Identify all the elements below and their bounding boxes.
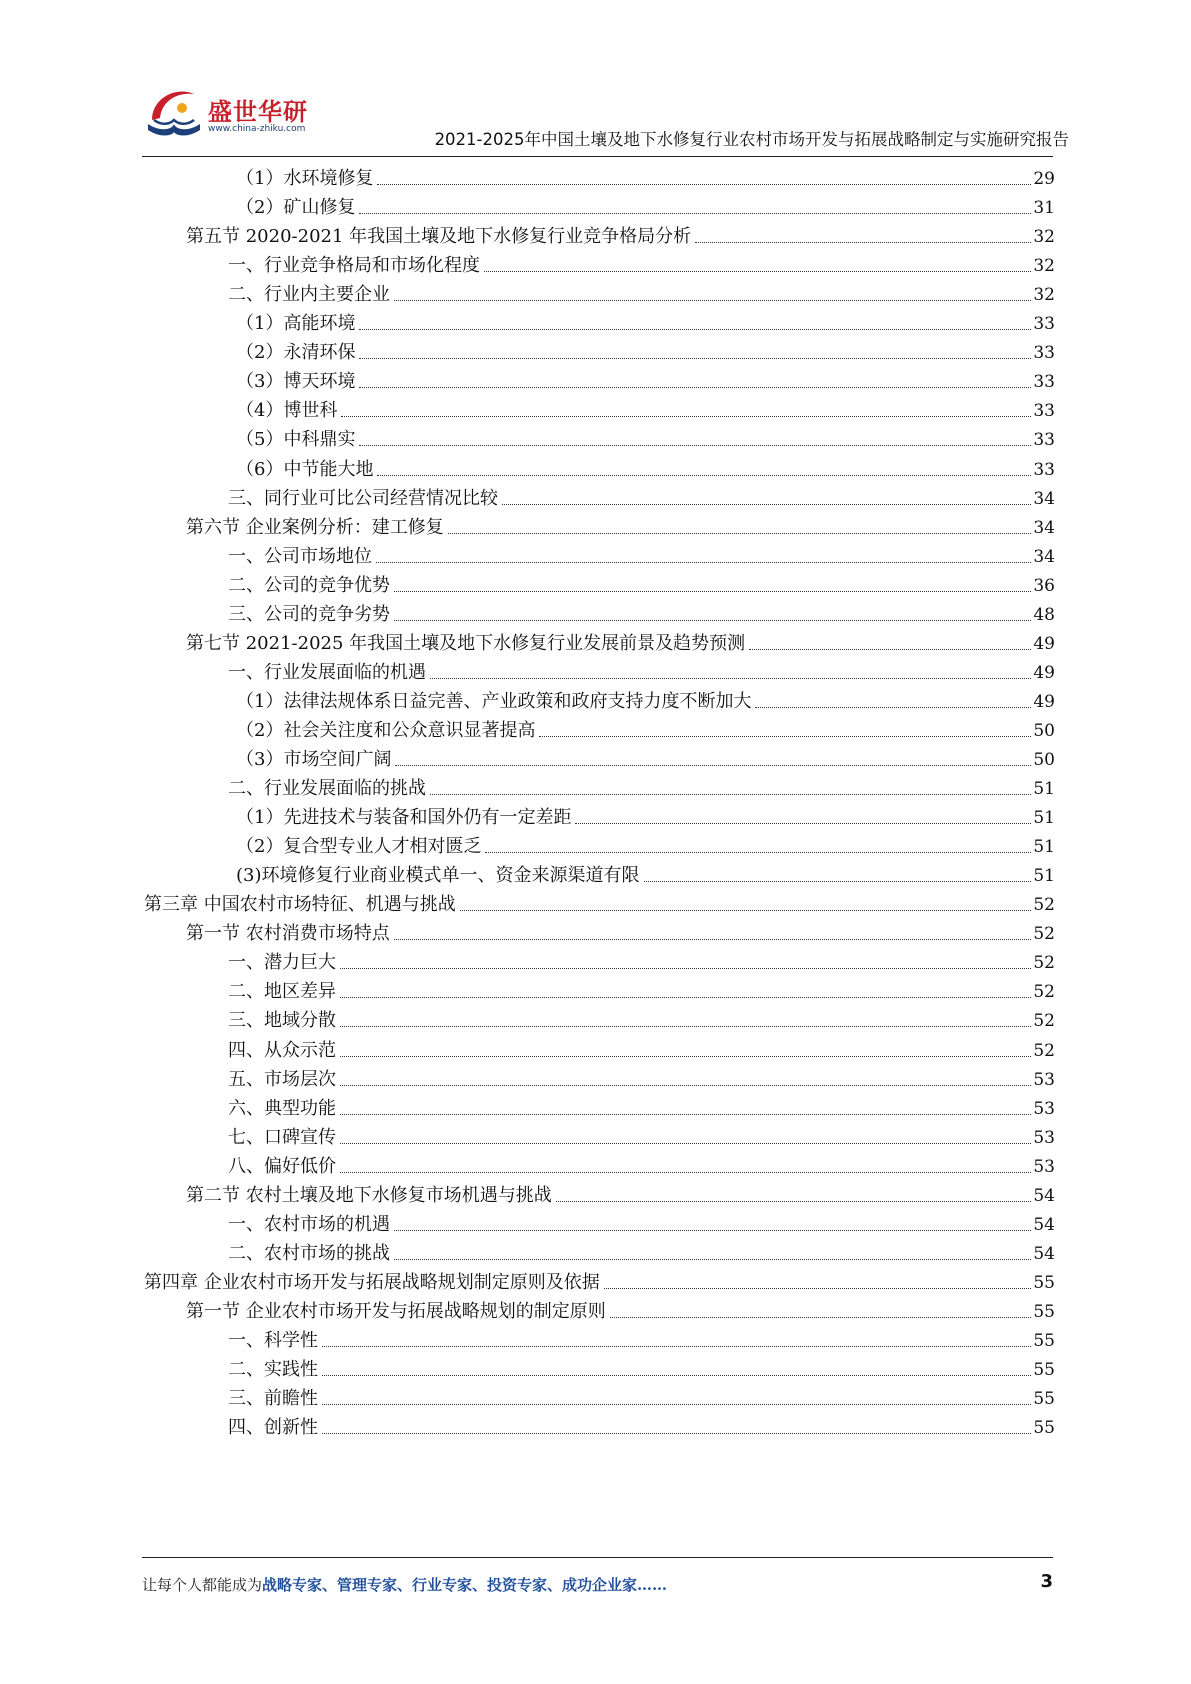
- toc-dot-leader: [394, 1259, 1031, 1260]
- toc-entry-page: 32: [1033, 227, 1055, 248]
- toc-entry[interactable]: [236, 189, 1055, 220]
- toc-entry-title: 五、市场层次: [228, 1068, 336, 1090]
- toc-entry-title: （2）矿山修复: [236, 197, 356, 219]
- toc-entry-page: 33: [1033, 459, 1055, 480]
- toc-entry[interactable]: [228, 1061, 1055, 1092]
- toc-entry-page: 55: [1033, 1360, 1055, 1381]
- book-logo-icon: [142, 80, 206, 144]
- toc-entry[interactable]: [228, 538, 1055, 569]
- toc-dot-leader: [644, 881, 1032, 882]
- toc-entry-title: 二、农村市场的挑战: [228, 1242, 390, 1264]
- toc-dot-leader: [340, 1114, 1031, 1115]
- toc-entry-title: 一、行业发展面临的机遇: [228, 661, 426, 683]
- toc-entry[interactable]: [186, 625, 1055, 656]
- toc-entry-page: 52: [1033, 953, 1055, 974]
- toc-entry-title: （5）中科鼎实: [236, 429, 356, 451]
- toc-entry[interactable]: [236, 334, 1055, 365]
- toc-dot-leader: [340, 997, 1031, 998]
- toc-entry[interactable]: [236, 363, 1055, 394]
- toc-entry[interactable]: [228, 1235, 1055, 1266]
- toc-entry-title: 二、实践性: [228, 1359, 318, 1381]
- toc-dot-leader: [340, 1172, 1031, 1173]
- toc-dot-leader: [376, 562, 1031, 563]
- toc-dot-leader: [359, 387, 1031, 388]
- toc-entry-title: 四、从众示范: [228, 1039, 336, 1061]
- footer-divider: [142, 1557, 1053, 1558]
- toc-entry-title: 第一节 企业农村市场开发与拓展战略规划的制定原则: [186, 1300, 606, 1322]
- toc-entry-title: 第四章 企业农村市场开发与拓展战略规划制定原则及依据: [144, 1271, 600, 1293]
- toc-entry-page: 49: [1033, 662, 1055, 683]
- toc-entry-page: 54: [1033, 1185, 1055, 1206]
- toc-entry[interactable]: [228, 654, 1055, 685]
- toc-dot-leader: [394, 591, 1031, 592]
- toc-dot-leader: [340, 1143, 1031, 1144]
- toc-entry[interactable]: [228, 480, 1055, 511]
- toc-entry[interactable]: [186, 509, 1055, 540]
- toc-entry[interactable]: [186, 1177, 1055, 1208]
- toc-entry[interactable]: [236, 741, 1055, 772]
- toc-dot-leader: [394, 620, 1031, 621]
- toc-entry-page: 55: [1033, 1301, 1055, 1322]
- toc-entry-page: 51: [1033, 866, 1055, 887]
- toc-entry[interactable]: [236, 392, 1055, 423]
- toc-dot-leader: [359, 358, 1031, 359]
- toc-dot-leader: [695, 242, 1031, 243]
- toc-entry-page: 36: [1033, 575, 1055, 596]
- toc-entry-page: 55: [1033, 1418, 1055, 1439]
- toc-dot-leader: [395, 765, 1031, 766]
- toc-dot-leader: [755, 707, 1031, 708]
- toc-entry-title: （3）博天环境: [236, 371, 356, 393]
- toc-entry-page: 33: [1033, 401, 1055, 422]
- toc-entry[interactable]: [236, 305, 1055, 336]
- toc-dot-leader: [322, 1433, 1031, 1434]
- toc-entry-page: 51: [1033, 837, 1055, 858]
- toc-dot-leader: [377, 184, 1031, 185]
- toc-dot-leader: [485, 852, 1031, 853]
- toc-entry-page: 55: [1033, 1272, 1055, 1293]
- toc-entry-title: 一、公司市场地位: [228, 545, 372, 567]
- toc-dot-leader: [460, 910, 1032, 911]
- toc-entry[interactable]: [228, 1206, 1055, 1237]
- toc-dot-leader: [604, 1288, 1032, 1289]
- toc-entry-title: （3）市场空间广阔: [236, 749, 392, 770]
- toc-entry-title: 第五节 2020-2021 年我国土壤及地下水修复行业竞争格局分析: [186, 226, 692, 248]
- toc-dot-leader: [394, 1230, 1031, 1231]
- toc-entry-page: 52: [1033, 1011, 1055, 1032]
- toc-entry-title: （1）高能环境: [236, 313, 356, 335]
- toc-entry[interactable]: [228, 1002, 1055, 1033]
- toc-entry-title: 一、行业竞争格局和市场化程度: [228, 255, 480, 277]
- toc-dot-leader: [749, 649, 1031, 650]
- toc-dot-leader: [359, 213, 1031, 214]
- header-divider: [142, 156, 1053, 157]
- toc-entry-page: 29: [1033, 169, 1055, 189]
- toc-entry[interactable]: [228, 247, 1055, 278]
- toc-entry-title: 一、科学性: [228, 1330, 318, 1351]
- footer-slogan-highlight: 战略专家、管理专家、行业专家、投资专家、成功企业家……: [262, 1576, 668, 1594]
- toc-dot-leader: [484, 271, 1031, 272]
- toc-entry[interactable]: [228, 1119, 1055, 1150]
- toc-entry-page: 33: [1033, 372, 1055, 393]
- toc-dot-leader: [322, 1375, 1031, 1376]
- toc-entry-title: 三、前瞻性: [228, 1388, 318, 1410]
- toc-entry[interactable]: [236, 712, 1055, 743]
- toc-entry-title: （1）先进技术与装备和国外仍有一定差距: [236, 807, 572, 829]
- toc-entry-page: 32: [1033, 256, 1055, 277]
- toc-entry[interactable]: [228, 770, 1055, 801]
- toc-entry-page: 49: [1033, 691, 1055, 712]
- toc-entry-page: 54: [1033, 1214, 1055, 1235]
- toc-entry-page: 31: [1033, 198, 1055, 219]
- toc-entry-page: 52: [1033, 924, 1055, 945]
- toc-entry-page: 54: [1033, 1243, 1055, 1264]
- toc-entry-page: 53: [1033, 1127, 1055, 1148]
- toc-entry-title: （1）法律法规体系日益完善、产业政策和政府支持力度不断加大: [236, 690, 752, 712]
- toc-entry-title: 第六节 企业案例分析：建工修复: [186, 516, 444, 538]
- footer-slogan: [142, 1574, 667, 1595]
- toc-entry-page: 51: [1033, 779, 1055, 800]
- toc-entry[interactable]: [236, 451, 1055, 482]
- toc-entry[interactable]: [228, 1380, 1055, 1411]
- toc-entry[interactable]: [236, 683, 1055, 714]
- toc-entry-page: 34: [1033, 517, 1055, 538]
- toc-dot-leader: [340, 1056, 1031, 1057]
- toc-entry-title: 三、同行业可比公司经营情况比较: [228, 487, 498, 509]
- toc-entry[interactable]: [228, 1409, 1055, 1440]
- toc-entry-page: 52: [1033, 895, 1055, 916]
- toc-entry[interactable]: [228, 1032, 1055, 1063]
- page-header: [0, 0, 1191, 160]
- toc-entry[interactable]: [236, 857, 1055, 888]
- toc-entry-title: (3)环境修复行业商业模式单一、资金来源渠道有限: [236, 865, 640, 887]
- toc-dot-leader: [430, 678, 1031, 679]
- toc-entry-title: （4）博世科: [236, 400, 338, 422]
- toc-entry-title: 二、行业发展面临的挑战: [228, 778, 426, 800]
- toc-entry[interactable]: [186, 1293, 1055, 1324]
- toc-dot-leader: [340, 1026, 1031, 1027]
- toc-entry-page: 53: [1033, 1156, 1055, 1177]
- toc-dot-leader: [322, 1404, 1031, 1405]
- toc-entry-page: 53: [1033, 1098, 1055, 1119]
- toc-dot-leader: [610, 1317, 1032, 1318]
- toc-entry-page: 52: [1033, 1040, 1055, 1061]
- toc-entry-page: 55: [1033, 1389, 1055, 1410]
- toc-entry-title: 七、口碑宣传: [228, 1126, 336, 1148]
- toc-dot-leader: [341, 416, 1031, 417]
- toc-entry-title: 一、农村市场的机遇: [228, 1213, 390, 1235]
- toc-entry[interactable]: [228, 276, 1055, 307]
- toc-entry-page: 50: [1033, 720, 1055, 741]
- toc-entry[interactable]: [236, 160, 1055, 191]
- toc-entry[interactable]: [228, 596, 1055, 627]
- toc-entry-page: 53: [1033, 1069, 1055, 1090]
- toc-entry-title: 一、潜力巨大: [228, 952, 336, 974]
- toc-entry-title: 二、地区差异: [228, 981, 336, 1003]
- toc-entry[interactable]: [228, 1322, 1055, 1353]
- toc-entry[interactable]: [228, 1148, 1055, 1179]
- toc-entry-title: 三、公司的竞争劣势: [228, 603, 390, 625]
- toc-dot-leader: [448, 533, 1032, 534]
- toc-dot-leader: [575, 823, 1031, 824]
- toc-entry[interactable]: [228, 1090, 1055, 1121]
- toc-entry-title: （6）中节能大地: [236, 458, 374, 480]
- toc-entry-page: 49: [1033, 633, 1055, 654]
- toc-entry-title: 三、地域分散: [228, 1010, 336, 1032]
- toc-entry[interactable]: [228, 944, 1055, 975]
- toc-entry-page: 33: [1033, 343, 1055, 364]
- toc-dot-leader: [556, 1201, 1032, 1202]
- logo-url: www.china-zhiku.com: [208, 124, 306, 134]
- toc-entry-title: （1）水环境修复: [236, 168, 374, 189]
- toc-entry[interactable]: [144, 886, 1055, 917]
- toc-entry-title: 第七节 2021-2025 年我国土壤及地下水修复行业发展前景及趋势预测: [186, 632, 746, 654]
- toc-entry-title: 八、偏好低价: [228, 1155, 336, 1177]
- toc-dot-leader: [340, 1085, 1031, 1086]
- toc-entry-title: （2）社会关注度和公众意识显著提高: [236, 719, 536, 741]
- toc-entry-title: 第三章 中国农村市场特征、机遇与挑战: [144, 894, 456, 916]
- toc-entry[interactable]: [236, 421, 1055, 452]
- toc-dot-leader: [377, 475, 1031, 476]
- toc-entry-page: 33: [1033, 314, 1055, 335]
- toc-entry-title: 六、典型功能: [228, 1097, 336, 1119]
- toc-entry[interactable]: [228, 973, 1055, 1004]
- toc-entry-page: 33: [1033, 430, 1055, 451]
- toc-entry-page: 51: [1033, 808, 1055, 829]
- toc-entry-page: 32: [1033, 285, 1055, 306]
- company-logo: [142, 80, 342, 150]
- toc-entry[interactable]: [228, 1351, 1055, 1382]
- toc-entry-title: 四、创新性: [228, 1417, 318, 1439]
- toc-entry-page: 48: [1033, 604, 1055, 625]
- toc-entry-page: 52: [1033, 982, 1055, 1003]
- toc-entry-page: 34: [1033, 546, 1055, 567]
- toc-dot-leader: [322, 1346, 1031, 1347]
- toc-entry[interactable]: [186, 218, 1055, 249]
- toc-entry-title: 二、公司的竞争优势: [228, 574, 390, 596]
- toc-dot-leader: [502, 504, 1031, 505]
- toc-entry-title: 二、行业内主要企业: [228, 284, 390, 306]
- toc-dot-leader: [359, 445, 1031, 446]
- toc-dot-leader: [359, 329, 1031, 330]
- footer-slogan-prefix: 让每个人都能成为: [142, 1576, 263, 1594]
- toc-entry-title: （2）永清环保: [236, 342, 356, 364]
- toc-dot-leader: [430, 794, 1031, 795]
- toc-entry-page: 34: [1033, 488, 1055, 509]
- toc-dot-leader: [394, 300, 1031, 301]
- logo-name: 盛世华研: [208, 98, 308, 126]
- toc-entry[interactable]: [228, 567, 1055, 598]
- toc-entry-page: 55: [1033, 1331, 1055, 1351]
- toc-entry[interactable]: [144, 1264, 1055, 1295]
- toc-entry-title: 第一节 农村消费市场特点: [186, 923, 390, 945]
- toc-entry-page: 50: [1033, 750, 1055, 770]
- document-title: 2021-2025年中国土壤及地下水修复行业农村市场开发与拓展战略制定与实施研究报告: [434, 130, 1069, 149]
- toc-entry[interactable]: [186, 915, 1055, 946]
- toc-entry-title: （2）复合型专业人才相对匮乏: [236, 836, 482, 858]
- toc-entry[interactable]: [236, 828, 1055, 859]
- toc-dot-leader: [394, 939, 1032, 940]
- toc-dot-leader: [340, 968, 1031, 969]
- toc-entry-title: 第二节 农村土壤及地下水修复市场机遇与挑战: [186, 1184, 552, 1206]
- page-number: 3: [1040, 1571, 1053, 1592]
- toc-entry[interactable]: [236, 799, 1055, 830]
- toc-dot-leader: [539, 736, 1031, 737]
